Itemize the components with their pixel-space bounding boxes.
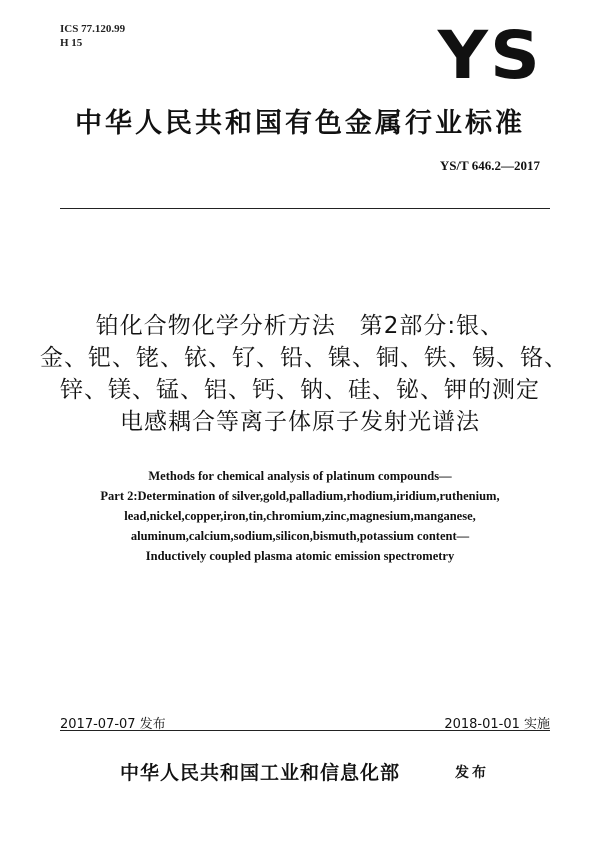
- english-title-line: lead,nickel,copper,iron,tin,chromium,zinc,magnesium,manganese,: [124, 509, 476, 523]
- classification-codes: [60, 22, 125, 50]
- english-title: [30, 466, 570, 566]
- standard-number: YS/T 646.2—2017: [439, 158, 540, 173]
- chinese-title-line: 电感耦合等离子体原子发射光谱法: [120, 409, 480, 435]
- chinese-title: [40, 310, 568, 438]
- english-title-line: Methods for chemical analysis of platinum compounds—: [148, 469, 452, 483]
- chinese-title-line: 铂化合物化学分析方法 第2部分:银、: [95, 313, 505, 339]
- standard-category-title: 中华人民共和国有色金属行业标准: [75, 108, 525, 139]
- ys-logo: YS: [437, 17, 542, 94]
- english-title-line: aluminum,calcium,sodium,silicon,bismuth,potassium content—: [130, 529, 470, 543]
- english-title-line: Part 2:Determination of silver,gold,palladium,rhodium,iridium,ruthenium,: [100, 489, 500, 503]
- implementation-date: 2018-01-01 实施: [444, 717, 550, 732]
- chinese-title-line: 金、钯、铑、铱、钌、铅、镍、铜、铁、锡、铬、: [40, 345, 568, 371]
- ics-code: ICS 77.120.99: [60, 23, 126, 35]
- bottom-divider: [60, 730, 550, 731]
- top-divider: [60, 208, 550, 209]
- chinese-title-line: 锌、镁、锰、铝、钙、钠、硅、铋、钾的测定: [60, 377, 540, 403]
- publisher-name: 中华人民共和国工业和信息化部: [120, 762, 401, 784]
- issue-date: 2017-07-07 发布: [60, 717, 166, 732]
- english-title-line: Inductively coupled plasma atomic emission spectrometry: [145, 549, 455, 563]
- publish-label: 发布: [455, 765, 489, 781]
- ccs-code: H 15: [60, 37, 83, 49]
